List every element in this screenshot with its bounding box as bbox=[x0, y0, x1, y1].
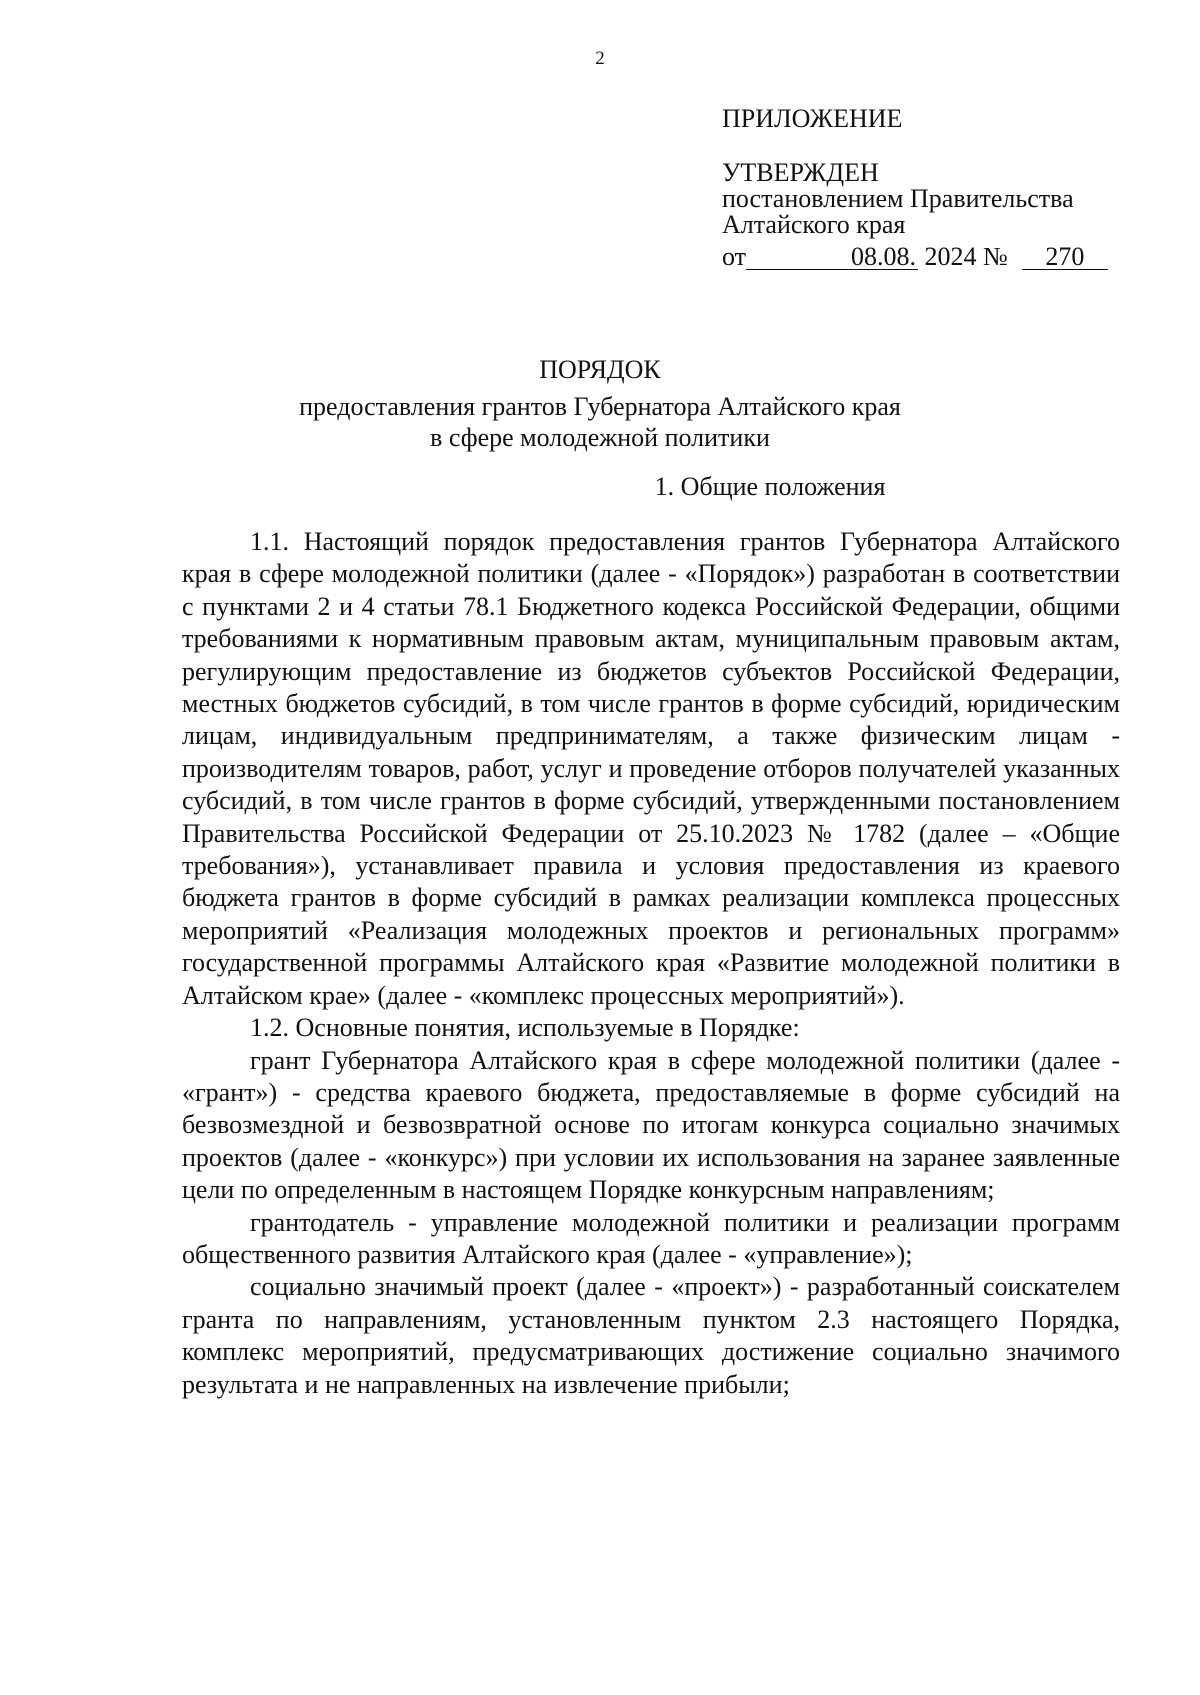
paragraph-1-2: 1.2. Основные понятия, используемые в Порядке: bbox=[250, 1013, 800, 1043]
document-title: ПОРЯДОК bbox=[539, 355, 661, 384]
paragraph-grant-definition: грант Губернатора Алтайского края в сфере молодежной политики (далее - «грант») - средства краевого бюджета, предоставляемые в форме субсидий на безвозмездной и безвозвратной основе по итогам конкурса социально значимых проектов (далее - «конкурс») при условии их использования на заранее заявленные цели по определенным в настоящем Порядке конкурсным направлениям; bbox=[182, 1045, 1120, 1205]
paragraph-grantor-definition: грантодатель - управление молодежной политики и реализации программ общественного развития Алтайского края (далее - «управление»); bbox=[182, 1207, 1120, 1269]
approval-authority: постановлением Правительства bbox=[722, 184, 1074, 213]
approval-date: 08.08. bbox=[746, 245, 918, 270]
page-number: 2 bbox=[595, 48, 605, 69]
document-subtitle-line2: в сфере молодежной политики bbox=[430, 423, 770, 452]
appendix-label: ПРИЛОЖЕНИЕ bbox=[722, 104, 903, 133]
paragraph-project-definition: социально значимый проект (далее - «проект») - разработанный соискателем гранта по направлениям, установленным пунктом 2.3 настоящего Порядка, комплекс мероприятий, предусматривающих достижение социально значимого результата и не направленных на извлечение прибыли; bbox=[182, 1272, 1120, 1399]
section-heading: 1. Общие положения bbox=[654, 472, 886, 501]
from-label: от bbox=[722, 242, 747, 271]
approval-number: 270 bbox=[1022, 245, 1108, 270]
approved-label: УТВЕРЖДЕН bbox=[722, 158, 879, 187]
paragraph-1-1: 1.1. Настоящий порядок предоставления грантов Губернатора Алтайского края в сфере молодежной политики (далее - «Порядок») разработан в соответствии с пунктами 2 и 4 статьи 78.1 Бюджетного кодекса Российской Федерации, общими требованиями к нормативным правовым актам, муниципальным правовым актам, регулирующим предоставление из бюджетов субъектов Российской Федерации, местных бюджетов субсидий, в том числе грантов в форме субсидий, юридическим лицам, индивидуальным предпринимателям, а также физическим лицам - производителям товаров, работ, услуг и проведение отборов получателей указанных субсидий, в том числе грантов в форме субсидий, утвержденными постановлением Правительства Российской Федерации от 25.10.2023 № 1782 (далее – «Общие требования»), устанавливает правила и условия предоставления из краевого бюджета грантов в форме субсидий в рамках реализации комплекса процессных мероприятий «Реализация молодежных проектов и региональных программ» государственной программы Алтайского края «Развитие молодежной политики в Алтайском крае» (далее - «комплекс процессных мероприятий»). bbox=[182, 527, 1120, 1010]
document-subtitle-line1: предоставления грантов Губернатора Алтайского края bbox=[299, 392, 901, 421]
approval-dateline bbox=[722, 244, 1142, 270]
number-sign: № bbox=[983, 242, 1008, 271]
approval-block bbox=[722, 106, 1142, 270]
document-title-block bbox=[0, 354, 1200, 453]
approval-region: Алтайского края bbox=[722, 210, 906, 239]
approval-year: 2024 bbox=[924, 242, 977, 271]
document-body bbox=[182, 526, 1120, 1401]
